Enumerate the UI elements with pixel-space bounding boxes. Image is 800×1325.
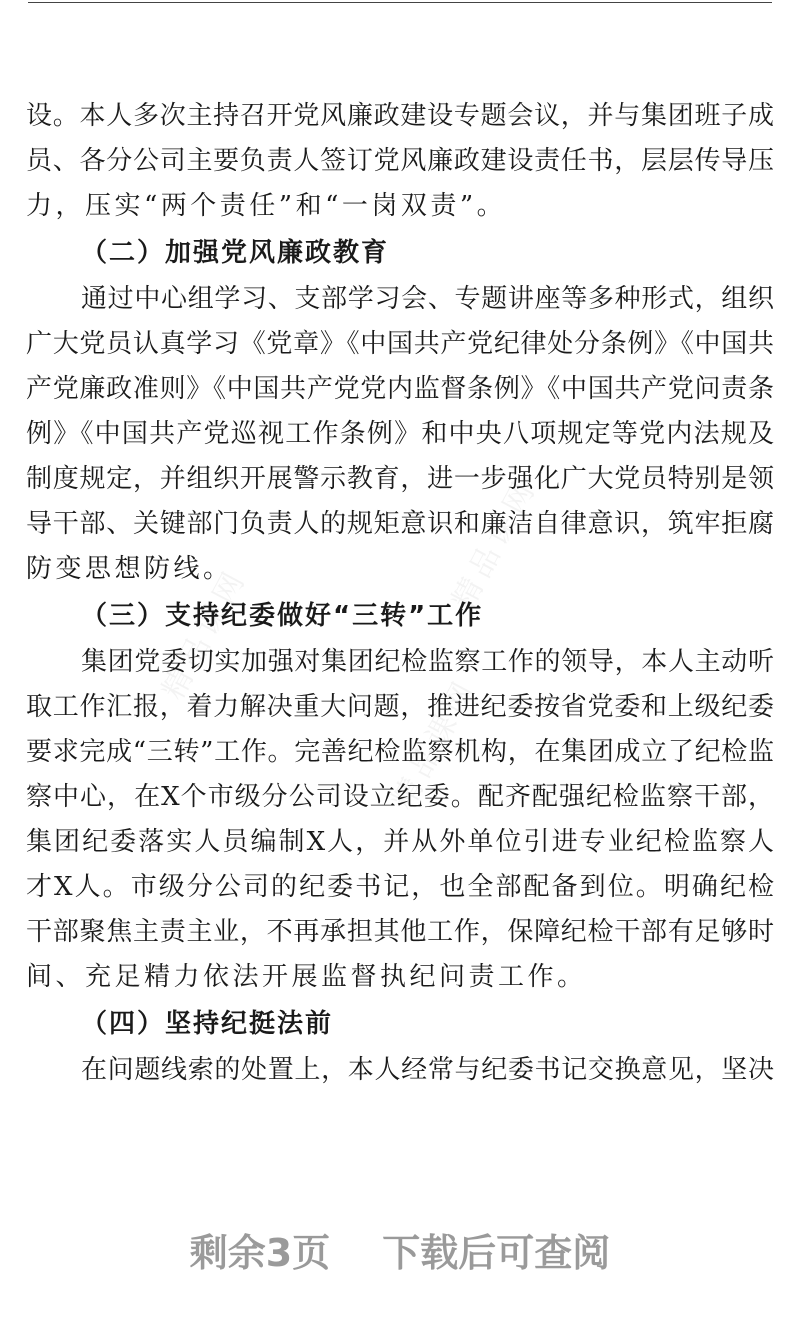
watermark: 精品课网 bbox=[385, 671, 485, 816]
text-line: 防变思想防线。 bbox=[26, 554, 233, 584]
text-line: 集团党委切实加强对集团纪检监察工作的领导，本人主动听 bbox=[81, 647, 774, 677]
section-heading: （二）加强党风廉政教育 bbox=[81, 238, 390, 268]
text-line: 产党廉政准则》《中国共产党党内监督条例》《中国共产党问责条 bbox=[26, 374, 774, 404]
remaining-pages-label: 剩余3页 bbox=[189, 1231, 331, 1275]
text-line: 例》《中国共产党巡视工作条例》和中央八项规定等党内法规及 bbox=[26, 419, 774, 449]
text-line: 取工作汇报，着力解决重大问题，推进纪委按省党委和上级纪委 bbox=[26, 692, 774, 722]
paragraph bbox=[26, 1048, 774, 1093]
document-body bbox=[26, 94, 774, 1093]
text-line: 要求完成“三转”工作。完善纪检监察机构，在集团成立了纪检监 bbox=[26, 737, 774, 767]
watermark: 精品课网 bbox=[445, 471, 545, 616]
section-heading: （四）坚持纪挺法前 bbox=[81, 1009, 334, 1039]
paragraph bbox=[26, 640, 774, 1000]
text-line: 员、各分公司主要负责人签订党风廉政建设责任书，层层传导压 bbox=[26, 146, 774, 176]
text-line: 集团纪委落实人员编制X人，并从外单位引进专业纪检监察人 bbox=[26, 827, 774, 857]
text-line: 设。本人多次主持召开党风廉政建设专题会议，并与集团班子成 bbox=[26, 101, 774, 131]
text-line: 广大党员认真学习《党章》《中国共产党纪律处分条例》《中国共 bbox=[26, 329, 774, 359]
text-line: 才X人。市级分公司的纪委书记，也全部配备到位。明确纪检 bbox=[26, 872, 774, 902]
text-line: 在问题线索的处置上，本人经常与纪委书记交换意见，坚决 bbox=[81, 1055, 774, 1085]
text-line: 察中心，在X个市级分公司设立纪委。配齐配强纪检监察干部， bbox=[26, 782, 774, 812]
text-line: 导干部、关键部门负责人的规矩意识和廉洁自律意识，筑牢拒腐 bbox=[26, 509, 774, 539]
text-line: 干部聚焦主责主业，不再承担其他工作，保障纪检干部有足够时 bbox=[26, 917, 774, 947]
paragraph bbox=[26, 277, 774, 592]
watermark: 精品课网 bbox=[155, 561, 255, 706]
download-banner[interactable] bbox=[0, 1222, 800, 1277]
section-heading: （三）支持纪委做好“三转”工作 bbox=[81, 601, 484, 631]
text-line: 力，压实“两个责任”和“一岗双责”。 bbox=[26, 191, 507, 221]
paragraph bbox=[26, 94, 774, 229]
download-prompt-label: 下载后可查阅 bbox=[382, 1231, 611, 1275]
header-rule bbox=[28, 2, 772, 3]
text-line: 间、充足精力依法开展监督执纪问责工作。 bbox=[26, 962, 587, 992]
text-line: 通过中心组学习、支部学习会、专题讲座等多种形式，组织 bbox=[81, 284, 774, 314]
text-line: 制度规定，并组织开展警示教育，进一步强化广大党员特别是领 bbox=[26, 464, 774, 494]
